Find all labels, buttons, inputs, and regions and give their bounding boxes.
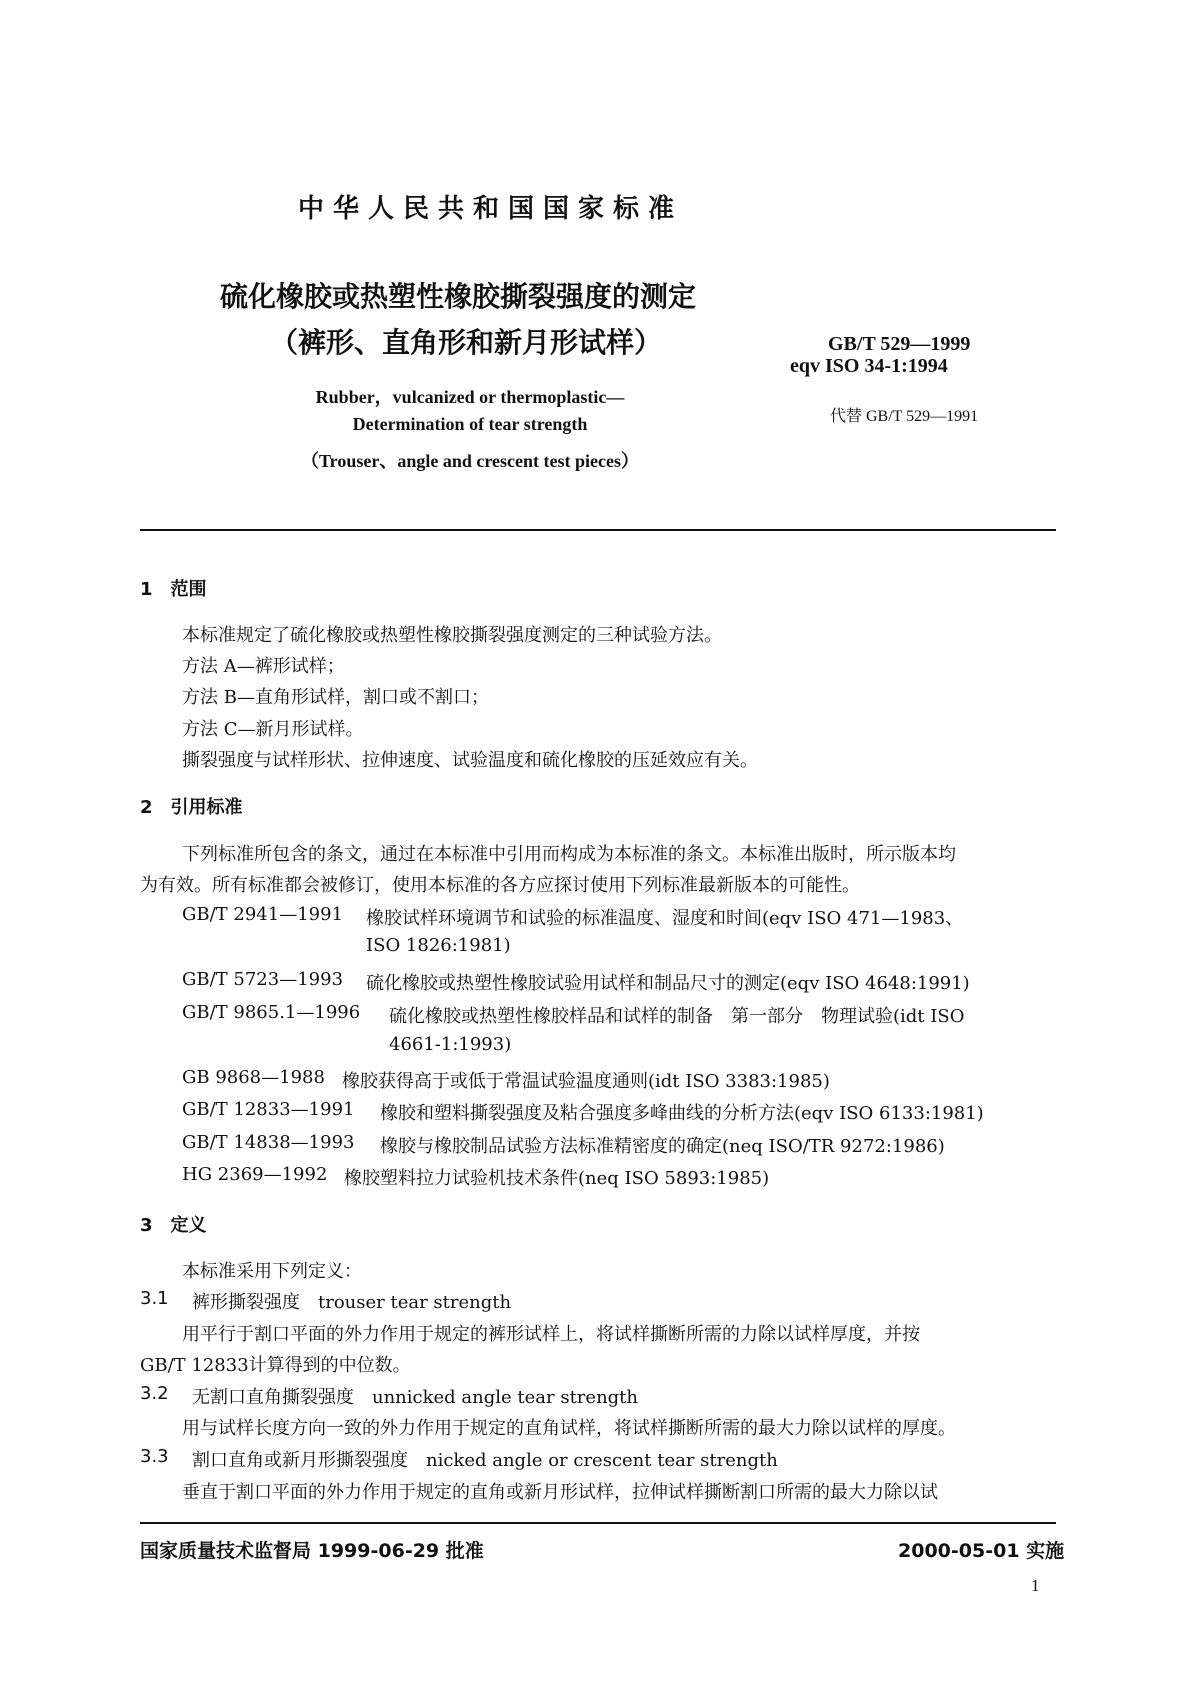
english-title-line-3: （Trouser、angle and crescent test pieces）: [301, 451, 639, 471]
reference-code: GB/T 12833—1991: [182, 1099, 355, 1120]
english-title-line-2: Determination of tear strength: [352, 414, 588, 434]
definition-text-line-1: 垂直于割口平面的外力作用于规定的直角或新月形试样，拉伸试样撕断割口所需的最大力除以试: [182, 1482, 938, 1503]
replaces-note: 代替 GB/T 529—1991: [830, 408, 979, 425]
method-c: 方法 C—新月形试样。: [182, 719, 364, 740]
reference-text: 橡胶与橡胶制品试验方法标准精密度的确定(neq ISO/TR 9272:1986): [380, 1136, 945, 1157]
definition-text-line-1: 用平行于割口平面的外力作用于规定的裤形试样上，将试样撕断所需的力除以试样厚度，并按: [182, 1324, 920, 1345]
definition-term: 无割口直角撕裂强度 unnicked angle tear strength: [192, 1387, 639, 1408]
reference-text: 硫化橡胶或热塑性橡胶样品和试样的制备 第一部分 物理试验(idt ISO: [389, 1006, 965, 1027]
reference-text-continued: ISO 1826:1981): [366, 935, 511, 956]
definition-number: 3.1: [140, 1288, 169, 1309]
definition-number: 3.2: [140, 1383, 169, 1404]
english-title-line-1: Rubber，vulcanized or thermoplastic—: [315, 387, 625, 407]
reference-text-continued: 4661-1:1993): [389, 1034, 512, 1055]
section-1-paragraph: 本标准规定了硫化橡胶或热塑性橡胶撕裂强度测定的三种试验方法。: [182, 625, 722, 646]
iso-equivalence: eqv ISO 34-1:1994: [790, 355, 948, 377]
reference-text: 橡胶塑料拉力试验机技术条件(neq ISO 5893:1985): [344, 1168, 770, 1189]
reference-text: 橡胶获得高于或低于常温试验温度通则(idt ISO 3383:1985): [342, 1071, 830, 1092]
document-title: 硫化橡胶或热塑性橡胶撕裂强度的测定: [220, 280, 697, 313]
definition-number: 3.3: [140, 1446, 169, 1467]
definition-text-line-2: GB/T 12833计算得到的中位数。: [140, 1355, 411, 1376]
section-3-intro: 本标准采用下列定义：: [182, 1261, 362, 1282]
reference-text: 硫化橡胶或热塑性橡胶试验用试样和制品尺寸的测定(eqv ISO 4648:1991): [366, 973, 970, 994]
method-a: 方法 A—裤形试样；: [182, 656, 345, 677]
section-2-heading: 2 引用标准: [140, 797, 243, 818]
method-b: 方法 B—直角形试样，割口或不割口；: [182, 687, 489, 708]
reference-text: 橡胶和塑料撕裂强度及粘合强度多峰曲线的分析方法(eqv ISO 6133:1981): [380, 1103, 984, 1124]
section-3-heading: 3 定义: [140, 1215, 207, 1236]
standard-org-title: 中华人民共和国国家标准: [298, 194, 684, 224]
reference-text: 橡胶试样环境调节和试验的标准温度、湿度和时间(eqv ISO 471—1983、: [366, 908, 964, 929]
standard-code: GB/T 529—1999: [828, 333, 971, 355]
reference-code: GB/T 5723—1993: [182, 969, 344, 990]
approval-date: 国家质量技术监督局 1999-06-29 批准: [140, 1540, 484, 1562]
page-number: 1: [1031, 1576, 1040, 1595]
header-divider: [140, 529, 1056, 531]
section-1-heading: 1 范围: [140, 579, 207, 600]
reference-code: GB/T 2941—1991: [182, 904, 344, 925]
reference-code: GB/T 9865.1—1996: [182, 1002, 361, 1023]
effective-date: 2000-05-01 实施: [898, 1540, 1065, 1562]
reference-code: GB 9868—1988: [182, 1067, 325, 1088]
section-2-paragraph-line-2: 为有效。所有标准都会被修订，使用本标准的各方应探讨使用下列标准最新版本的可能性。: [140, 875, 860, 896]
section-2-paragraph-line-1: 下列标准所包含的条文，通过在本标准中引用而构成为本标准的条文。本标准出版时，所示版本均: [182, 844, 956, 865]
reference-code: HG 2369—1992: [182, 1164, 328, 1185]
definition-text-line-1: 用与试样长度方向一致的外力作用于规定的直角试样，将试样撕断所需的最大力除以试样的厚度。: [182, 1418, 956, 1439]
section-1-note: 撕裂强度与试样形状、拉伸速度、试验温度和硫化橡胶的压延效应有关。: [182, 750, 758, 771]
definition-term: 裤形撕裂强度 trouser tear strength: [192, 1292, 512, 1313]
definition-term: 割口直角或新月形撕裂强度 nicked angle or crescent tear strength: [192, 1450, 778, 1471]
reference-code: GB/T 14838—1993: [182, 1132, 355, 1153]
footer-divider: [140, 1522, 1056, 1524]
document-subtitle: （裤形、直角形和新月形试样）: [270, 326, 663, 359]
